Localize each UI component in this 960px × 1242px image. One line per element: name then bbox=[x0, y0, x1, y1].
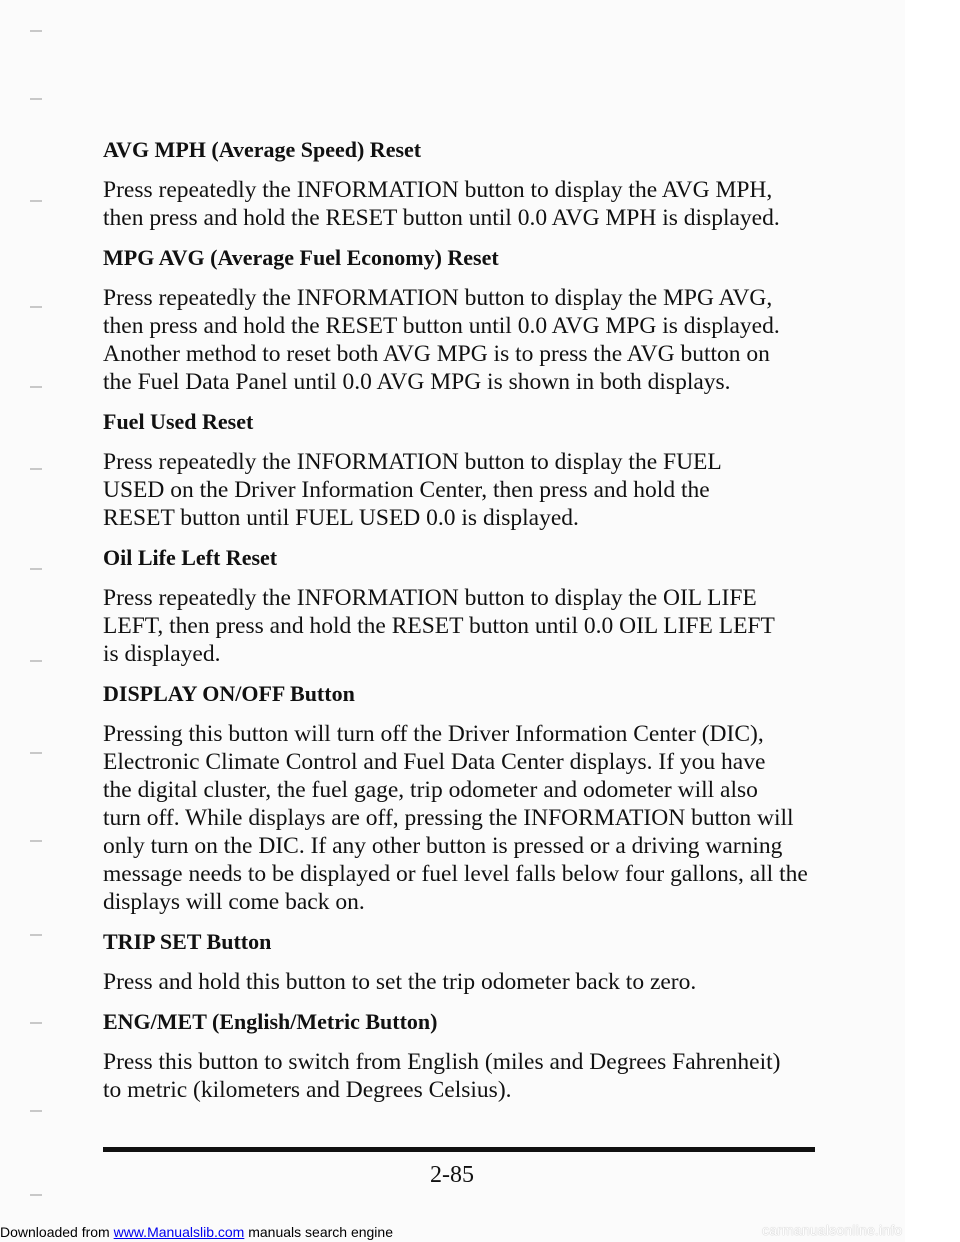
margin-mark bbox=[30, 660, 42, 662]
margin-mark bbox=[30, 568, 42, 570]
section-body bbox=[103, 176, 833, 232]
margin-mark bbox=[30, 934, 42, 936]
body-line: Press and hold this button to set the trip odometer back to zero. bbox=[103, 969, 697, 995]
margin-mark bbox=[30, 752, 42, 754]
section-heading: MPG AVG (Average Fuel Economy) Reset bbox=[103, 245, 499, 270]
section-body bbox=[103, 284, 833, 396]
body-line: Pressing this button will turn off the Driver Information Center (DIC), bbox=[103, 721, 764, 747]
section-heading: Fuel Used Reset bbox=[103, 409, 254, 434]
body-line: Press repeatedly the INFORMATION button to display the MPG AVG, bbox=[103, 285, 773, 311]
section-heading: DISPLAY ON/OFF Button bbox=[103, 681, 355, 706]
body-line: Press repeatedly the INFORMATION button to display the AVG MPH, bbox=[103, 177, 773, 203]
body-line: Press repeatedly the INFORMATION button to display the OIL LIFE bbox=[103, 585, 757, 611]
manualslib-link[interactable]: www.Manualslib.com bbox=[113, 1224, 245, 1240]
section-body bbox=[103, 584, 833, 668]
body-line: displays will come back on. bbox=[103, 889, 365, 915]
body-line: Press repeatedly the INFORMATION button to display the FUEL bbox=[103, 449, 722, 475]
body-line: USED on the Driver Information Center, then press and hold the bbox=[103, 477, 710, 503]
page-number: 2-85 bbox=[430, 1162, 474, 1188]
body-line: Electronic Climate Control and Fuel Data Center displays. If you have bbox=[103, 749, 766, 775]
body-line: only turn on the DIC. If any other button is pressed or a driving warning bbox=[103, 833, 783, 859]
margin-mark bbox=[30, 306, 42, 308]
margin-mark bbox=[30, 1110, 42, 1112]
watermark: carmanualsonline.info bbox=[762, 1222, 903, 1238]
margin-mark bbox=[30, 200, 42, 202]
footer-suffix: manuals search engine bbox=[244, 1224, 393, 1240]
body-line: Another method to reset both AVG MPG is to press the AVG button on bbox=[103, 341, 770, 367]
margin-mark bbox=[30, 1194, 42, 1196]
margin-mark bbox=[30, 386, 42, 388]
page-content bbox=[103, 136, 833, 1104]
body-line: then press and hold the RESET button until 0.0 AVG MPH is displayed. bbox=[103, 205, 780, 231]
section-heading: TRIP SET Button bbox=[103, 929, 272, 954]
margin-mark bbox=[30, 468, 42, 470]
footer-rule bbox=[103, 1147, 815, 1152]
section-heading: AVG MPH (Average Speed) Reset bbox=[103, 137, 422, 162]
section-body bbox=[103, 968, 833, 996]
margin-mark bbox=[30, 98, 42, 100]
section-body bbox=[103, 720, 833, 916]
download-footer bbox=[0, 1224, 393, 1240]
body-line: message needs to be displayed or fuel level falls below four gallons, all the bbox=[103, 861, 808, 887]
body-line: LEFT, then press and hold the RESET button until 0.0 OIL LIFE LEFT bbox=[103, 613, 775, 639]
body-line: is displayed. bbox=[103, 641, 221, 667]
section-body bbox=[103, 1048, 833, 1104]
section-heading: Oil Life Left Reset bbox=[103, 545, 278, 570]
body-line: RESET button until FUEL USED 0.0 is displayed. bbox=[103, 505, 579, 531]
body-line: Press this button to switch from English (miles and Degrees Fahrenheit) bbox=[103, 1049, 781, 1075]
section-body bbox=[103, 448, 833, 532]
margin-mark bbox=[30, 840, 42, 842]
footer-prefix: Downloaded from bbox=[0, 1224, 114, 1240]
body-line: then press and hold the RESET button until 0.0 AVG MPG is displayed. bbox=[103, 313, 780, 339]
body-line: the digital cluster, the fuel gage, trip odometer and odometer will also bbox=[103, 777, 758, 803]
margin-mark bbox=[30, 1022, 42, 1024]
section-heading: ENG/MET (English/Metric Button) bbox=[103, 1009, 438, 1034]
body-line: the Fuel Data Panel until 0.0 AVG MPG is shown in both displays. bbox=[103, 369, 731, 395]
body-line: to metric (kilometers and Degrees Celsius). bbox=[103, 1077, 512, 1103]
body-line: turn off. While displays are off, pressing the INFORMATION button will bbox=[103, 805, 794, 831]
margin-mark bbox=[30, 30, 42, 32]
